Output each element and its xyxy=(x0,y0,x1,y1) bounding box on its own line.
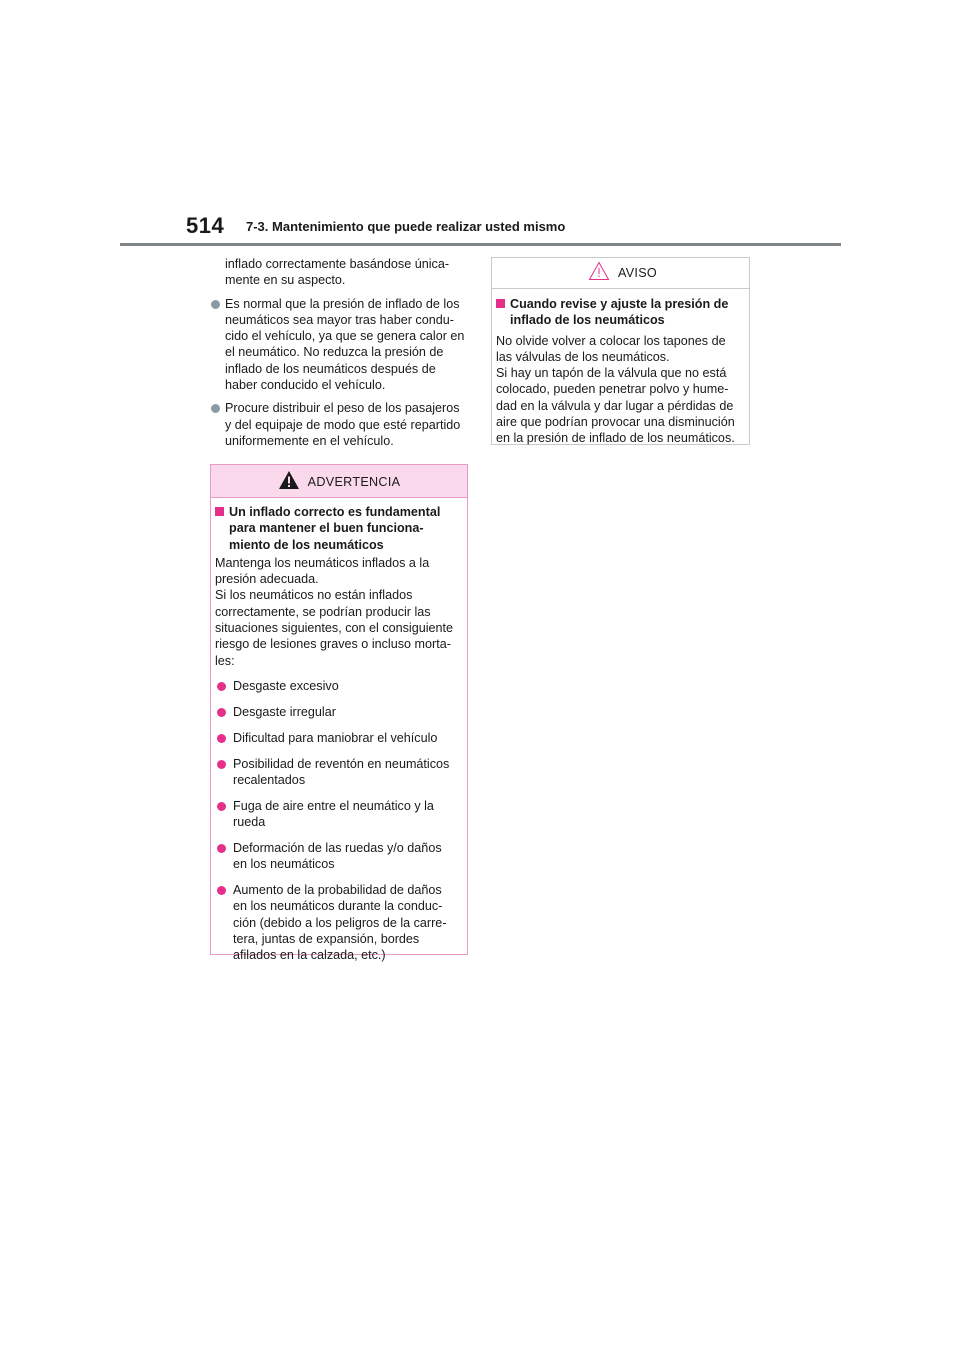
page-number: 514 xyxy=(186,213,225,238)
list-item xyxy=(215,882,463,963)
list-item xyxy=(215,704,463,720)
bullet-dot-icon xyxy=(217,844,226,853)
list-item-text: Fuga de aire entre el neumático y la rueda xyxy=(233,798,434,830)
section-title: 7-3. Mantenimiento que puede realizar usted mismo xyxy=(246,219,566,234)
notice-heading-text: Cuando revise y ajuste la presión de inflado de los neumáticos xyxy=(510,297,729,328)
notice-body: No olvide volver a colocar los tapones de las válvulas de los neumáticos. Si hay un tapón de la válvula que no está colocado, pueden penetrar polvo y hume- dad en la válvula y dar lugar a pérdidas de aire que podrían provocar una disminución en la presión de inflado de los neumáticos. xyxy=(496,333,735,446)
warning-heading-text: Un inflado correcto es fundamental para mantener el buen funciona- miento de los neumáticos xyxy=(229,505,441,552)
warning-triangle-icon xyxy=(278,470,300,495)
list-item-text: Procure distribuir el peso de los pasajeros y del equipaje de modo que esté repartido uniformemente en el vehículo. xyxy=(225,401,461,448)
list-item-text: Deformación de las ruedas y/o daños en los neumáticos xyxy=(233,841,442,872)
bullet-dot-icon xyxy=(217,886,226,895)
square-bullet-icon xyxy=(496,299,505,308)
bullet-dot-icon xyxy=(217,734,226,743)
bullet-dot-icon xyxy=(211,300,220,309)
notice-header xyxy=(492,258,749,289)
list-item-text: Desgaste excesivo xyxy=(233,679,339,694)
list-item-text: Posibilidad de reventón en neumáticos recalentados xyxy=(233,756,450,788)
notice-box xyxy=(491,257,750,445)
bullet-dot-icon xyxy=(217,760,226,769)
warning-list xyxy=(215,678,463,963)
list-item xyxy=(215,678,463,694)
continued-text: inflado correctamente basándose única- mente en su aspecto. xyxy=(225,257,450,288)
list-item xyxy=(215,756,463,789)
list-item xyxy=(211,296,471,394)
notice-title: AVISO xyxy=(617,266,658,280)
list-item xyxy=(211,400,471,449)
list-item-text: Desgaste irregular xyxy=(233,705,336,720)
square-bullet-icon xyxy=(215,507,224,516)
warning-heading xyxy=(215,504,463,553)
warning-title: ADVERTENCIA xyxy=(307,475,401,489)
bullet-dot-icon xyxy=(217,682,226,691)
list-item xyxy=(215,840,463,873)
list-item-text: Es normal que la presión de inflado de los neumáticos sea mayor tras haber condu- cido el vehículo, ya que se genera calor en el neumático. No reduzca la presión de inflado de los neumáticos después de haber conducido el vehículo. xyxy=(225,296,465,393)
caution-triangle-outline-icon xyxy=(588,261,610,286)
warning-header xyxy=(211,465,467,498)
warning-body: Mantenga los neumáticos inflados a la presión adecuada. Si los neumáticos no están inflados correctamente, se podrían producir las situaciones siguientes, con el consiguiente riesgo de lesiones graves o incluso morta- les: xyxy=(215,555,454,668)
bullet-dot-icon xyxy=(217,708,226,717)
bullet-dot-icon xyxy=(211,404,220,413)
bullet-dot-icon xyxy=(217,802,226,811)
list-item xyxy=(215,730,463,746)
warning-box xyxy=(210,464,468,963)
list-item-text: Dificultad para maniobrar el vehículo xyxy=(233,731,438,746)
header-rule xyxy=(120,243,841,246)
notice-heading xyxy=(496,296,745,329)
left-column xyxy=(211,256,471,449)
list-item xyxy=(215,798,463,831)
list-item-text: Aumento de la probabilidad de daños en los neumáticos durante la conduc- ción (debido a los peligros de la carre- tera, juntas de expansión, bordes afilados en la calzada, etc.) xyxy=(233,883,447,963)
